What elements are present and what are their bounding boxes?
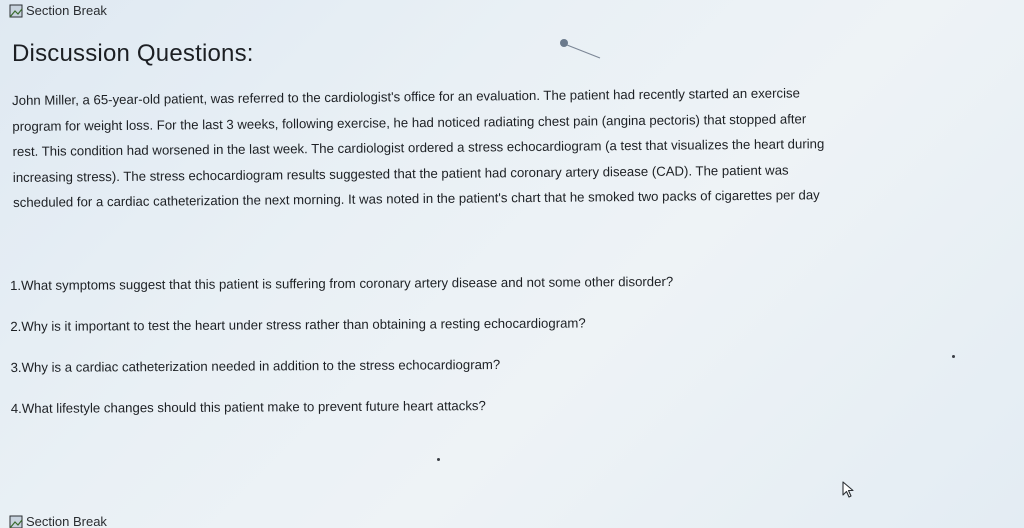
paragraph-line: increasing stress). The stress echocardiogram results suggested that the patient had coronary artery disease (CAD). The patient was [12,162,789,185]
question-3: 3.Why is a cardiac catheterization needed in addition to the stress echocardiogram? [10,357,501,375]
paragraph-line: rest. This condition had worsened in the last week. The cardiologist ordered a stress echocardiogram (a test that visualizes the heart during [12,136,825,159]
question-list [10,272,674,440]
section-break-icon [9,4,23,18]
mouse-cursor-icon [841,481,857,504]
pin-icon [556,36,604,67]
section-break-icon [9,515,23,528]
section-break-bottom [9,514,107,528]
paragraph-line: program for weight loss. For the last 3 weeks, following exercise, he had noticed radiating chest pain (angina pectoris) that stopped after [12,110,807,134]
section-break-top [9,3,107,18]
question-2: 2.Why is it important to test the heart under stress rather than obtaining a resting echocardiogram? [10,315,586,334]
speck-dot [437,458,440,461]
case-paragraph [12,78,1023,215]
question-1: 1.What symptoms suggest that this patient is suffering from coronary artery disease and not some other disorder? [10,273,674,293]
page-title: Discussion Questions: [12,40,254,67]
speck-dot [952,355,955,358]
question-4: 4.What lifestyle changes should this patient make to prevent future heart attacks? [10,398,486,416]
paragraph-line: John Miller, a 65-year-old patient, was referred to the cardiologist's office for an evaluation. The patient had recently started an exercise [12,85,801,108]
paragraph-line: scheduled for a cardiac catheterization the next morning. It was noted in the patient's chart that he smoked two packs of cigarettes per day [13,187,820,210]
section-break-label: Section Break [26,514,107,528]
section-break-label: Section Break [26,3,107,18]
